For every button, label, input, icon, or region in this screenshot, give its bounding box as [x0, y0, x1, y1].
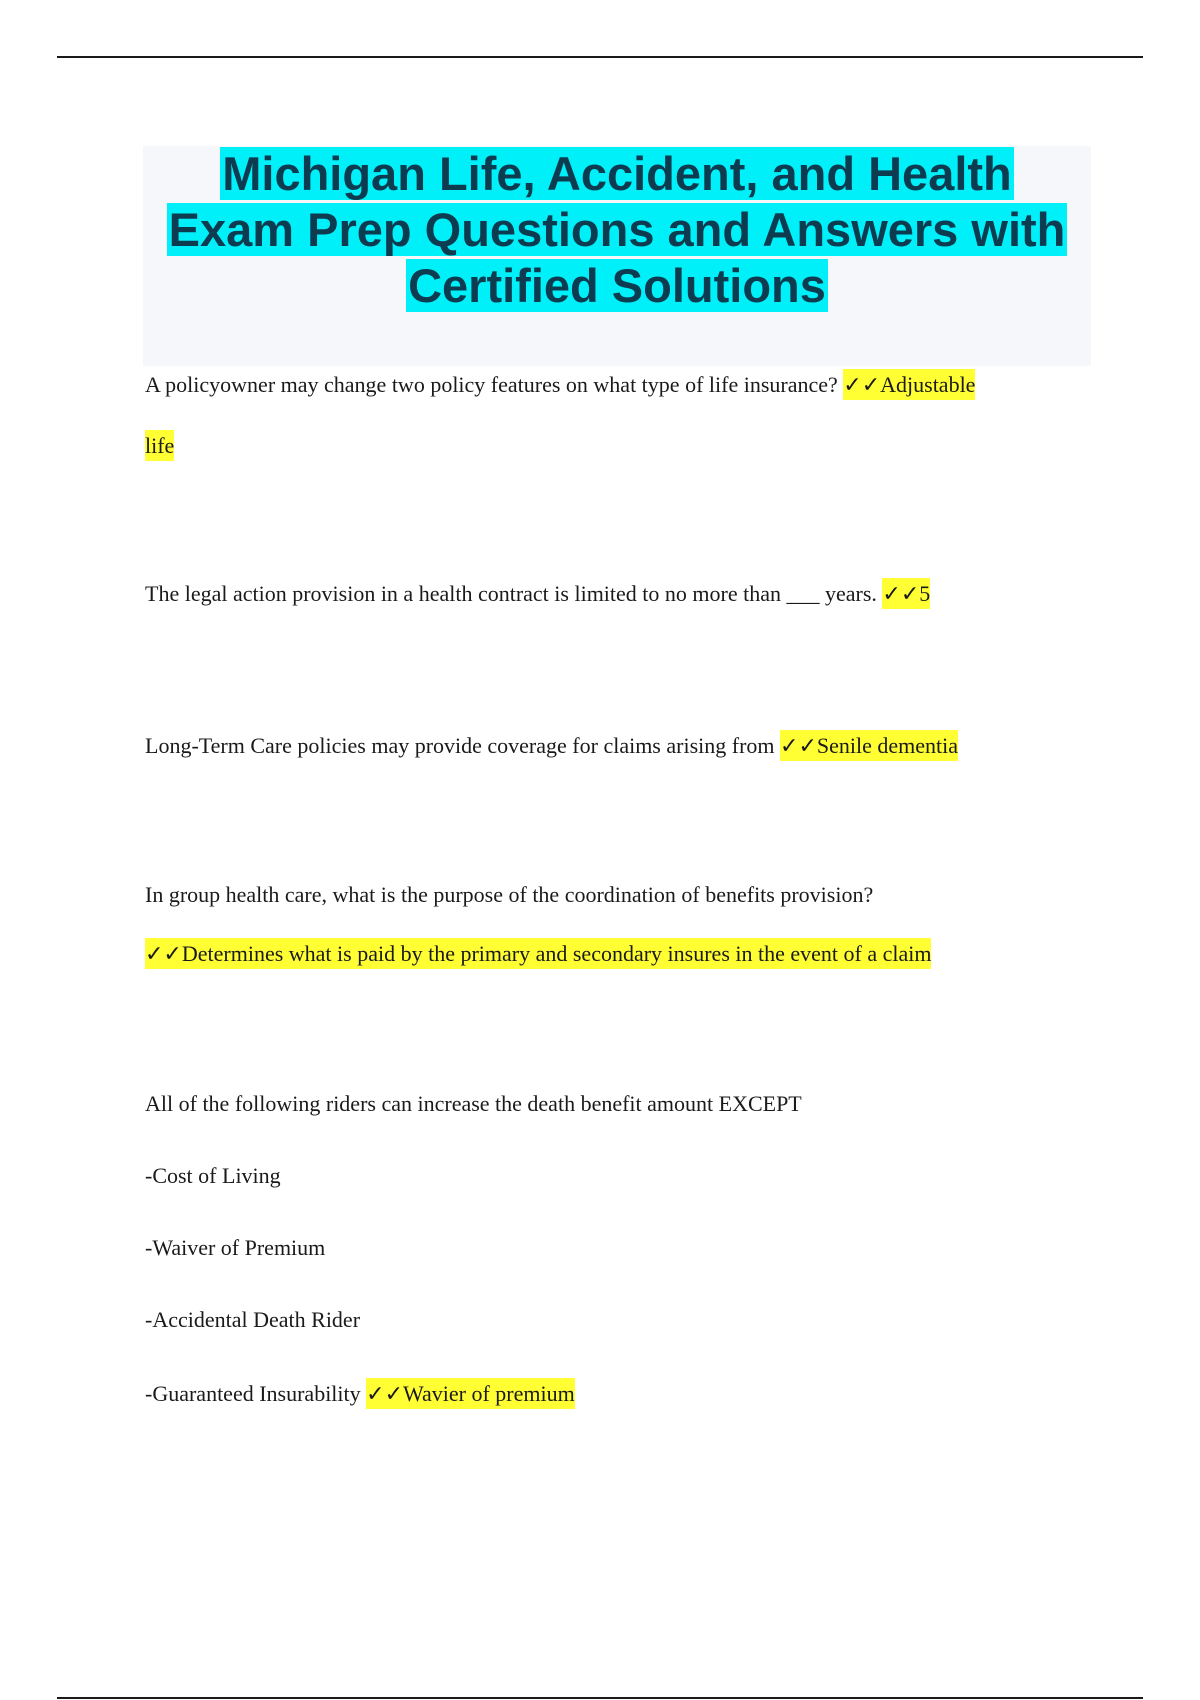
answer-4-line	[145, 939, 931, 969]
question-1-text: A policyowner may change two policy features on what type of life insurance?	[145, 372, 838, 397]
bottom-rule	[57, 1697, 1143, 1699]
question-4	[145, 880, 873, 910]
option-1	[145, 1161, 281, 1191]
answer-3: ✓✓Senile dementia	[780, 730, 958, 761]
question-3	[145, 731, 958, 761]
document-title	[143, 146, 1091, 314]
answer-5: ✓✓Wavier of premium	[366, 1378, 575, 1409]
top-rule	[57, 56, 1143, 58]
question-2-text: The legal action provision in a health contract is limited to no more than ___ years.	[145, 581, 877, 606]
title-line-1: Michigan Life, Accident, and Health	[222, 147, 1012, 200]
option-1-text: -Cost of Living	[145, 1163, 281, 1188]
question-5	[145, 1089, 802, 1119]
option-2	[145, 1233, 325, 1263]
option-3-text: -Accidental Death Rider	[145, 1307, 361, 1332]
question-3-text: Long-Term Care policies may provide coverage for claims arising from	[145, 733, 775, 758]
answer-1-line-2: life	[145, 430, 174, 461]
question-4-text: In group health care, what is the purpose of the coordination of benefits provision?	[145, 882, 874, 907]
answer-4: ✓✓Determines what is paid by the primary and secondary insures in the event of a claim	[145, 938, 931, 969]
option-4-text: -Guaranteed Insurability	[145, 1381, 361, 1406]
title-box	[143, 146, 1091, 366]
question-1	[145, 370, 975, 400]
option-3	[145, 1305, 360, 1335]
answer-1-line-1: ✓✓Adjustable	[843, 369, 975, 400]
answer-2: ✓✓5	[882, 578, 930, 609]
title-line-2: Exam Prep Questions and Answers with	[168, 203, 1066, 256]
question-2	[145, 579, 930, 609]
option-4	[145, 1379, 575, 1409]
option-2-text: -Waiver of Premium	[145, 1235, 326, 1260]
answer-1-continuation	[145, 431, 174, 461]
title-line-3: Certified Solutions	[408, 259, 826, 312]
question-5-text: All of the following riders can increase the death benefit amount EXCEPT	[145, 1091, 802, 1116]
